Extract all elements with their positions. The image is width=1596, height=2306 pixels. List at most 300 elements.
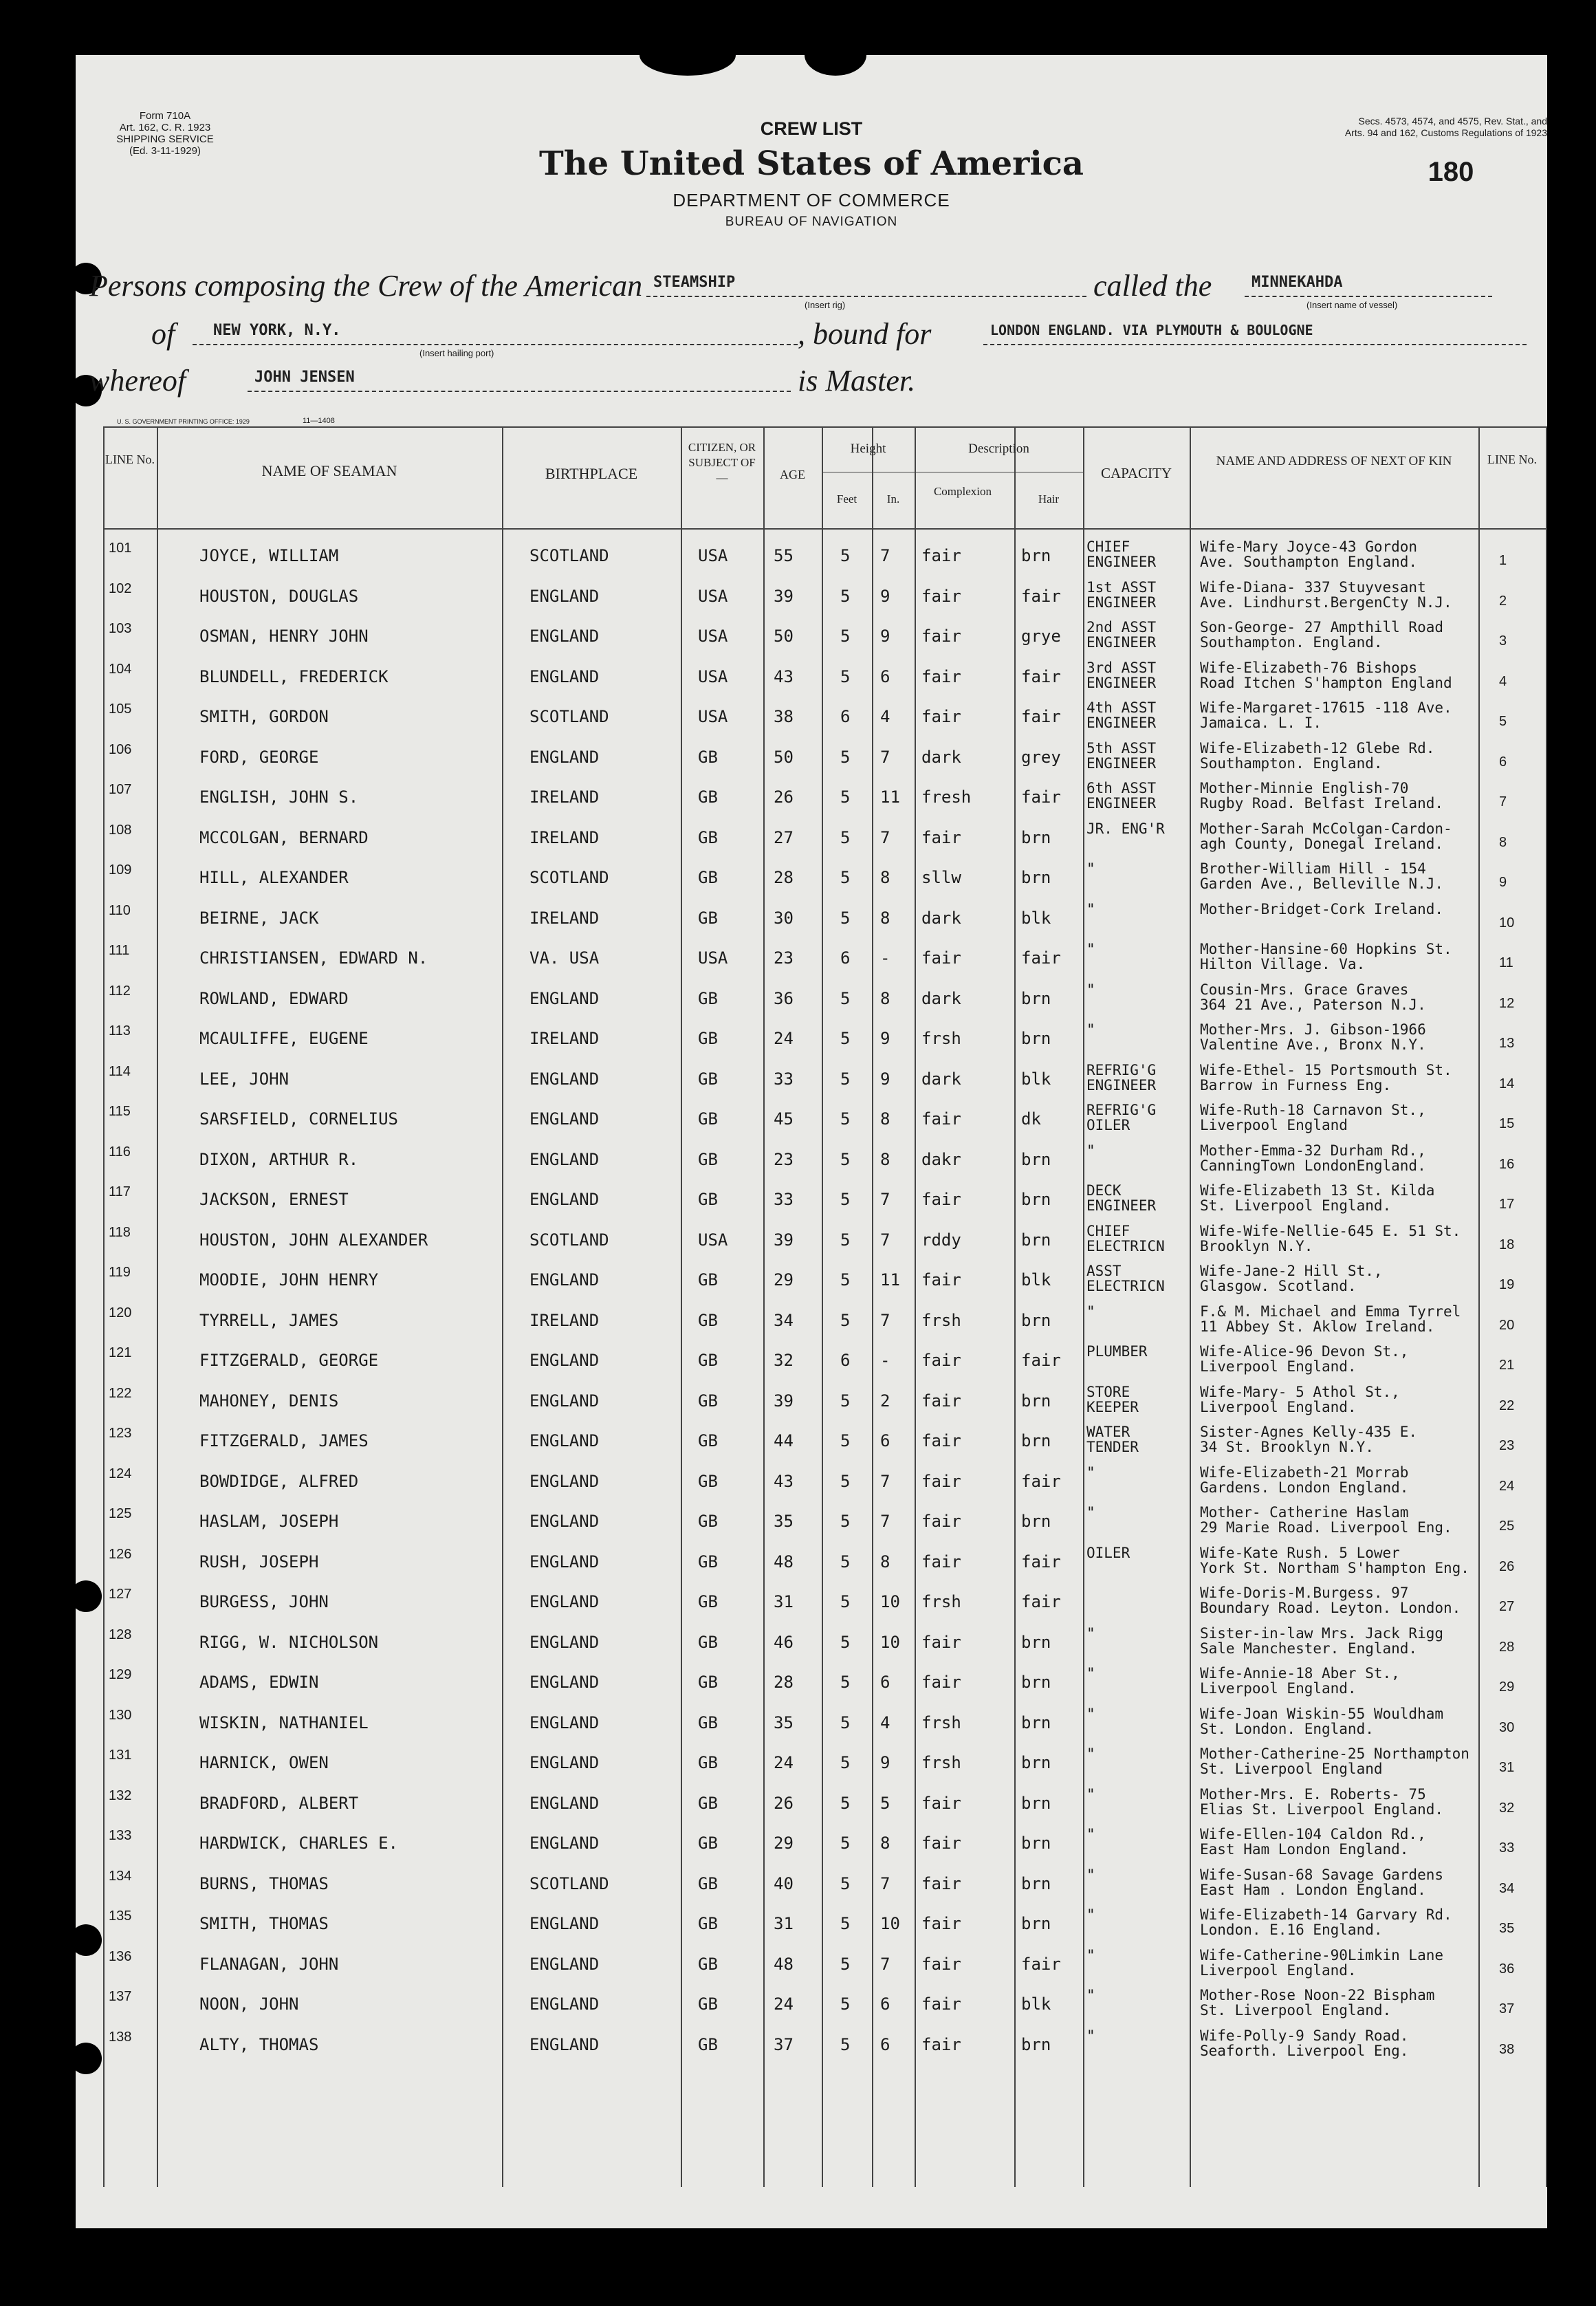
height-feet: 5 [840, 546, 851, 565]
line-number: 17 [1499, 1197, 1515, 1212]
height-feet: 5 [840, 1230, 851, 1250]
hair-color: brn [1021, 1632, 1051, 1652]
next-of-kin: Wife-Elizabeth-21 Morrab Gardens. London England. [1200, 1464, 1409, 1496]
entry-number: 131 [109, 1748, 132, 1763]
entry-number: 129 [109, 1667, 132, 1682]
form-code: 11—1408 [303, 417, 335, 425]
entry-number: 101 [109, 541, 132, 556]
height-inches: 8 [880, 908, 890, 928]
next-of-kin: Wife-Joan Wiskin-55 Wouldham St. London. England. [1200, 1705, 1444, 1737]
next-of-kin: Wife-Ellen-104 Caldon Rd., East Ham London England. [1200, 1826, 1426, 1858]
complexion: dark [921, 908, 961, 928]
height-inches: 4 [880, 707, 890, 726]
birthplace: ENGLAND [529, 1552, 600, 1571]
seaman-name: BOWDIDGE, ALFRED [199, 1471, 359, 1491]
complexion: fair [921, 1834, 961, 1853]
capacity: " [1086, 1464, 1095, 1481]
age: 34 [774, 1310, 794, 1330]
complexion: frsh [921, 1310, 961, 1330]
citizenship: GB [698, 1753, 718, 1772]
entry-number: 106 [109, 741, 132, 757]
age: 36 [774, 988, 794, 1008]
age: 24 [774, 1753, 794, 1772]
age: 23 [774, 1149, 794, 1169]
table-row [103, 1383, 1547, 1428]
table-row [103, 1102, 1547, 1146]
table-row [103, 900, 1547, 946]
age: 24 [774, 1029, 794, 1048]
seaman-name: ALTY, THOMAS [199, 2034, 319, 2054]
age: 31 [774, 1914, 794, 1933]
entry-number: 115 [109, 1104, 131, 1119]
height-inches: 11 [880, 787, 900, 807]
height-feet: 5 [840, 1270, 851, 1290]
line-number: 36 [1499, 1961, 1515, 1977]
age: 35 [774, 1712, 794, 1732]
birthplace: ENGLAND [529, 1632, 600, 1652]
hair-color: fair [1021, 1471, 1061, 1491]
hair-color: brn [1021, 868, 1051, 887]
header-capacity: CAPACITY [1100, 465, 1172, 481]
complexion: fair [921, 1914, 961, 1933]
age: 23 [774, 948, 794, 968]
line-number: 34 [1499, 1880, 1515, 1896]
height-inches: 6 [880, 1994, 890, 2014]
next-of-kin: Wife-Elizabeth 13 St. Kilda St. Liverpool England. [1200, 1182, 1435, 1214]
next-of-kin: Sister-in-law Mrs. Jack Rigg Sale Manchester. England. [1200, 1624, 1444, 1657]
seaman-name: WISKIN, NATHANIEL [199, 1712, 369, 1732]
punch-hole [70, 1924, 102, 1956]
capacity: 2nd ASST ENGINEER [1086, 619, 1157, 651]
hair-color: brn [1021, 1793, 1051, 1813]
paper-tear [805, 34, 866, 76]
header-birthplace: BIRTHPLACE [545, 465, 638, 482]
height-feet: 5 [840, 1793, 851, 1813]
height-inches: 10 [880, 1592, 900, 1611]
seaman-name: LEE, JOHN [199, 1069, 289, 1089]
hair-color: brn [1021, 827, 1051, 847]
seaman-name: BEIRNE, JACK [199, 908, 319, 928]
entry-number: 137 [109, 1989, 132, 2004]
citizenship: GB [698, 787, 718, 807]
birthplace: ENGLAND [529, 1069, 600, 1089]
birthplace: IRELAND [529, 1310, 600, 1330]
statutes-line: Secs. 4573, 4574, and 4575, Rev. Stat., and [1358, 116, 1547, 127]
age: 30 [774, 908, 794, 928]
height-inches: 6 [880, 1673, 890, 1692]
birthplace: VA. USA [529, 948, 600, 968]
hair-color: brn [1021, 1753, 1051, 1772]
entry-number: 116 [109, 1144, 131, 1160]
citizenship: GB [698, 1029, 718, 1048]
complexion: fair [921, 1994, 961, 2014]
statutes-line: Arts. 94 and 162, Customs Regulations of 1923 [1344, 127, 1547, 138]
line-number: 35 [1499, 1921, 1515, 1936]
height-feet: 5 [840, 1753, 851, 1772]
height-inches: 7 [880, 1873, 890, 1893]
age: 44 [774, 1431, 794, 1450]
line-number: 18 [1499, 1237, 1515, 1252]
seaman-name: SARSFIELD, CORNELIUS [199, 1109, 398, 1129]
table-row [103, 1424, 1547, 1468]
bureau-title: BUREAU OF NAVIGATION [725, 215, 898, 229]
age: 31 [774, 1592, 794, 1611]
table-row [103, 1665, 1547, 1710]
height-inches: 6 [880, 2034, 890, 2054]
next-of-kin: Cousin-Mrs. Grace Graves 364 21 Ave., Paterson N.J. [1200, 981, 1426, 1013]
line-number: 8 [1499, 834, 1507, 850]
complexion: fair [921, 1512, 961, 1531]
header-next-of-kin: NAME AND ADDRESS OF NEXT OF KIN [1216, 454, 1452, 468]
line-number: 22 [1499, 1397, 1515, 1413]
seaman-name: HARDWICK, CHARLES E. [199, 1834, 398, 1853]
hair-color: brn [1021, 2034, 1051, 2054]
table-row [103, 659, 1547, 704]
table-row [103, 1021, 1547, 1066]
table-row [103, 1303, 1547, 1348]
next-of-kin: Mother-Rose Noon-22 Bispham St. Liverpool England. [1200, 1987, 1435, 2019]
hailing-port: NEW YORK, N.Y. [213, 322, 341, 339]
birthplace: ENGLAND [529, 1270, 600, 1290]
height-feet: 5 [840, 1914, 851, 1933]
birthplace: ENGLAND [529, 1391, 600, 1411]
complexion: fair [921, 627, 961, 646]
entry-number: 132 [109, 1787, 132, 1803]
citizenship: GB [698, 1994, 718, 2014]
complexion: fair [921, 586, 961, 606]
line-number: 1 [1499, 553, 1507, 568]
capacity: " [1086, 1624, 1095, 1642]
age: 50 [774, 627, 794, 646]
header-height: Height [850, 442, 886, 456]
hair-color: fair [1021, 787, 1061, 807]
entry-number: 110 [109, 902, 131, 918]
line-number: 38 [1499, 2041, 1515, 2057]
citizenship: GB [698, 1632, 718, 1652]
height-feet: 5 [840, 1190, 851, 1209]
entry-number: 133 [109, 1828, 132, 1843]
entry-number: 122 [109, 1385, 132, 1401]
complexion: fair [921, 1351, 961, 1370]
birthplace: IRELAND [529, 1029, 600, 1048]
next-of-kin: Wife-Kate Rush. 5 Lower York St. Northam S'hampton Eng. [1200, 1544, 1469, 1576]
capacity: REFRIG'G OILER [1086, 1102, 1157, 1133]
line-number: 9 [1499, 875, 1507, 890]
height-feet: 5 [840, 1994, 851, 2014]
citizenship: GB [698, 827, 718, 847]
line-number: 11 [1499, 955, 1513, 970]
age: 43 [774, 666, 794, 686]
birthplace: SCOTLAND [529, 868, 609, 887]
preamble-phrase: is Master. [798, 364, 916, 398]
hair-color: brn [1021, 1712, 1051, 1732]
capacity: REFRIG'G ENGINEER [1086, 1061, 1157, 1094]
birthplace: SCOTLAND [529, 546, 609, 565]
line-number: 37 [1499, 2001, 1515, 2016]
height-inches: 7 [880, 827, 890, 847]
height-feet: 5 [840, 627, 851, 646]
seaman-name: NOON, JOHN [199, 1994, 299, 2014]
age: 48 [774, 1954, 794, 1974]
port-hint: (Insert hailing port) [419, 348, 494, 358]
table-row [103, 539, 1547, 583]
hair-color: fair [1021, 1954, 1061, 1974]
entry-number: 111 [109, 943, 130, 958]
next-of-kin: Wife-Jane-2 Hill St., Glasgow. Scotland. [1200, 1263, 1383, 1294]
height-feet: 5 [840, 1310, 851, 1330]
entry-number: 125 [109, 1506, 132, 1521]
table-row [103, 1263, 1547, 1307]
form-edition: (Ed. 3-11-1929) [129, 145, 201, 157]
hair-color: brn [1021, 546, 1051, 565]
line-number: 29 [1499, 1679, 1515, 1695]
age: 39 [774, 1230, 794, 1250]
table-row [103, 1946, 1547, 1992]
next-of-kin: Wife-Elizabeth-12 Glebe Rd. Southampton. England. [1200, 739, 1435, 772]
age: 33 [774, 1190, 794, 1209]
height-inches: 8 [880, 1109, 890, 1129]
birthplace: ENGLAND [529, 1431, 600, 1450]
seaman-name: TYRRELL, JAMES [199, 1310, 339, 1330]
height-feet: 5 [840, 1512, 851, 1531]
complexion: fair [921, 2034, 961, 2054]
age: 46 [774, 1632, 794, 1652]
citizenship: USA [698, 666, 728, 686]
age: 55 [774, 546, 794, 565]
height-feet: 6 [840, 707, 851, 726]
entry-number: 138 [109, 2029, 132, 2045]
header-age: AGE [780, 468, 805, 481]
height-feet: 5 [840, 1954, 851, 1974]
citizenship: USA [698, 948, 728, 968]
citizenship: GB [698, 747, 718, 767]
hair-color: brn [1021, 1230, 1051, 1250]
height-feet: 6 [840, 1351, 851, 1370]
seaman-name: ADAMS, EDWIN [199, 1673, 319, 1692]
age: 32 [774, 1351, 794, 1370]
table-row [103, 1464, 1547, 1509]
entry-number: 130 [109, 1707, 132, 1723]
line-number: 10 [1499, 915, 1515, 931]
table-row [103, 981, 1547, 1026]
height-feet: 5 [840, 1834, 851, 1853]
country-title: The United States of America [538, 144, 1084, 183]
complexion: fair [921, 1431, 961, 1450]
hair-color: grey [1021, 747, 1061, 767]
table-row [103, 1987, 1547, 2032]
height-inches: 10 [880, 1914, 900, 1933]
seaman-name: JACKSON, ERNEST [199, 1190, 349, 1209]
table-row [103, 1705, 1547, 1750]
next-of-kin: Mother-Sarah McColgan-Cardon- agh County, Donegal Ireland. [1200, 820, 1452, 852]
crew-table [103, 426, 1547, 2187]
rig-hint: (Insert rig) [805, 300, 846, 310]
entry-number: 113 [109, 1023, 131, 1038]
entry-number: 128 [109, 1627, 132, 1642]
line-number: 2 [1499, 593, 1507, 609]
capacity: ASST ELECTRICN [1086, 1263, 1165, 1294]
complexion: fair [921, 948, 961, 968]
entry-number: 109 [109, 862, 132, 878]
citizenship: USA [698, 1230, 728, 1250]
capacity: " [1086, 1946, 1095, 1964]
seaman-name: DIXON, ARTHUR R. [199, 1149, 359, 1169]
line-number: 12 [1499, 995, 1515, 1011]
preamble-phrase: , bound for [798, 317, 932, 351]
citizenship: GB [698, 1270, 718, 1290]
entry-number: 112 [109, 983, 131, 999]
header-complexion: Complexion [933, 485, 992, 498]
capacity: 4th ASST ENGINEER [1086, 699, 1157, 731]
next-of-kin: Wife-Wife-Nellie-645 E. 51 St. Brooklyn N.Y. [1200, 1222, 1461, 1254]
punch-hole [70, 2043, 102, 2074]
line-number: 19 [1499, 1277, 1515, 1292]
height-feet: 5 [840, 666, 851, 686]
capacity: " [1086, 2027, 1095, 2044]
line-number: 13 [1499, 1036, 1515, 1051]
next-of-kin: Mother-Hansine-60 Hopkins St. Hilton Village. Va. [1200, 941, 1452, 972]
hair-color: fair [1021, 586, 1061, 606]
complexion: dark [921, 988, 961, 1008]
line-number: 31 [1499, 1760, 1515, 1775]
complexion: rddy [921, 1230, 961, 1250]
table-row [103, 1182, 1547, 1227]
height-feet: 5 [840, 1431, 851, 1450]
capacity: " [1086, 1705, 1095, 1722]
paper-tear [640, 34, 736, 76]
citizenship: USA [698, 546, 728, 565]
height-inches: 9 [880, 586, 890, 606]
seaman-name: HARNICK, OWEN [199, 1753, 329, 1772]
line-number: 7 [1499, 794, 1507, 809]
vessel-rig: STEAMSHIP [653, 274, 736, 291]
line-number: 26 [1499, 1558, 1515, 1574]
complexion: fair [921, 1954, 961, 1974]
hair-color: brn [1021, 1673, 1051, 1692]
seaman-name: SMITH, THOMAS [199, 1914, 329, 1933]
capacity: CHIEF ELECTRICN [1086, 1222, 1165, 1254]
next-of-kin: Mother-Emma-32 Durham Rd., CanningTown LondonEngland. [1200, 1142, 1426, 1174]
height-inches: 7 [880, 1310, 890, 1330]
height-inches: 9 [880, 1753, 890, 1772]
master-name: JOHN JENSEN [254, 369, 355, 386]
capacity: " [1086, 1906, 1095, 1923]
height-feet: 5 [840, 787, 851, 807]
next-of-kin: Mother-Catherine-25 Northampton St. Liverpool England [1200, 1745, 1469, 1777]
line-number: 25 [1499, 1519, 1515, 1534]
table-row [103, 1504, 1547, 1549]
preamble-phrase: whereof [89, 364, 186, 398]
line-number: 16 [1499, 1156, 1515, 1172]
capacity: STORE KEEPER [1086, 1383, 1139, 1415]
table-row [103, 1142, 1547, 1187]
birthplace: SCOTLAND [529, 707, 609, 726]
entry-number: 114 [109, 1063, 131, 1079]
complexion: fresh [921, 787, 972, 807]
page-number: 180 [1428, 157, 1474, 187]
next-of-kin: Wife-Catherine-90Limkin Lane Liverpool England. [1200, 1946, 1444, 1979]
capacity: " [1086, 941, 1095, 957]
entry-number: 134 [109, 1868, 132, 1884]
table-row [103, 1906, 1547, 1951]
age: 35 [774, 1512, 794, 1531]
age: 28 [774, 1673, 794, 1692]
complexion: fair [921, 1190, 961, 1209]
next-of-kin: Son-George- 27 Ampthill Road Southampton. England. [1200, 619, 1444, 651]
height-inches: 8 [880, 1552, 890, 1571]
capacity: " [1086, 1303, 1095, 1320]
capacity: " [1086, 1745, 1095, 1762]
form-number: Form 710A [139, 110, 191, 122]
hair-color: brn [1021, 988, 1051, 1008]
seaman-name: BLUNDELL, FREDERICK [199, 666, 389, 686]
hair-color: fair [1021, 948, 1061, 968]
line-number: 21 [1499, 1358, 1515, 1373]
crew-list-title: CREW LIST [760, 118, 863, 139]
header-inches: In. [886, 492, 900, 505]
age: 26 [774, 1793, 794, 1813]
height-feet: 5 [840, 868, 851, 887]
height-inches: 6 [880, 1431, 890, 1450]
next-of-kin: Brother-William Hill - 154 Garden Ave., Belleville N.J. [1200, 860, 1444, 892]
citizenship: GB [698, 908, 718, 928]
citizenship: GB [698, 868, 718, 887]
next-of-kin: Wife-Elizabeth-76 Bishops Road Itchen S'hampton England [1200, 659, 1452, 691]
age: 27 [774, 827, 794, 847]
citizenship: GB [698, 1512, 718, 1531]
height-inches: 5 [880, 1793, 890, 1813]
citizenship: GB [698, 1873, 718, 1893]
citizenship: GB [698, 1552, 718, 1571]
height-inches: 7 [880, 747, 890, 767]
seaman-name: ROWLAND, EDWARD [199, 988, 349, 1008]
capacity: DECK ENGINEER [1086, 1182, 1157, 1214]
seaman-name: FITZGERALD, GEORGE [199, 1351, 379, 1370]
birthplace: IRELAND [529, 908, 600, 928]
height-inches: - [880, 948, 890, 968]
entry-number: 119 [109, 1265, 131, 1280]
line-number: 32 [1499, 1800, 1515, 1816]
birthplace: ENGLAND [529, 1834, 600, 1853]
next-of-kin: Sister-Agnes Kelly-435 E. 34 St. Brooklyn N.Y. [1200, 1424, 1418, 1455]
entry-number: 123 [109, 1426, 132, 1441]
next-of-kin: Wife-Diana- 337 Stuyvesant Ave. Lindhurst.BergenCty N.J. [1200, 578, 1452, 611]
hair-color: grye [1021, 627, 1061, 646]
height-feet: 5 [840, 988, 851, 1008]
height-inches: - [880, 1351, 890, 1370]
birthplace: ENGLAND [529, 666, 600, 686]
complexion: fair [921, 666, 961, 686]
citizenship: GB [698, 1592, 718, 1611]
birthplace: ENGLAND [529, 586, 600, 606]
height-inches: 7 [880, 1512, 890, 1531]
capacity: 5th ASST ENGINEER [1086, 739, 1157, 772]
table-row [103, 1866, 1547, 1911]
punch-hole [70, 1580, 102, 1612]
table-row [103, 2027, 1547, 2072]
seaman-name: OSMAN, HENRY JOHN [199, 627, 369, 646]
birthplace: ENGLAND [529, 1512, 600, 1531]
hair-color: brn [1021, 1834, 1051, 1853]
age: 38 [774, 707, 794, 726]
table-row [103, 1544, 1547, 1589]
age: 48 [774, 1552, 794, 1571]
next-of-kin: Wife-Ethel- 15 Portsmouth St. Barrow in Furness Eng. [1200, 1061, 1452, 1094]
height-inches: 8 [880, 1834, 890, 1853]
birthplace: ENGLAND [529, 1914, 600, 1933]
height-inches: 7 [880, 546, 890, 565]
hair-color: blk [1021, 1994, 1051, 2014]
